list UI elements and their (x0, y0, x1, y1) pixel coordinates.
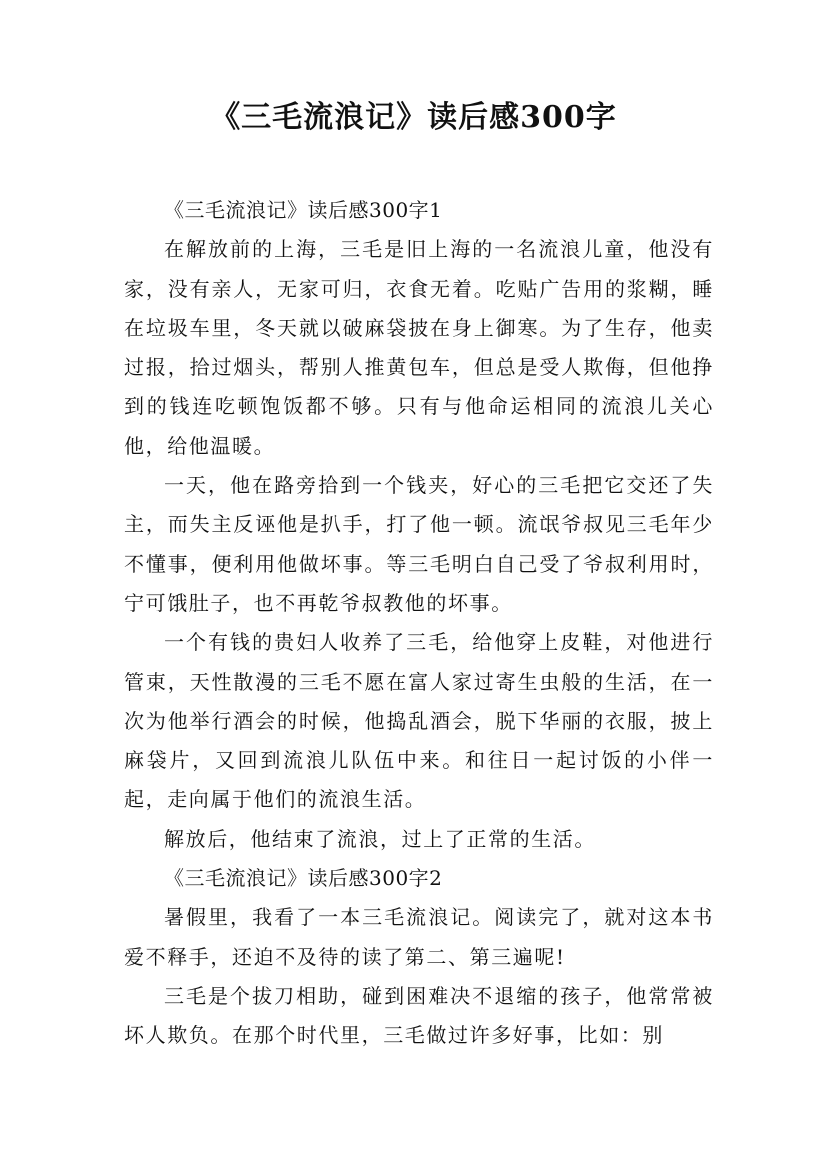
body-paragraph: 一天，他在路旁拾到一个钱夹，好心的三毛把它交还了失主，而失主反诬他是扒手，打了他一顿。流氓爷叔见三毛年少不懂事，便利用他做坏事。等三毛明白自己受了爷叔利用时，宁可饿肚子，也不再乾爷叔教他的坏事。 (124, 473, 714, 615)
body-paragraph: 解放后，他结束了流浪，过上了正常的生活。 (164, 826, 596, 851)
body-paragraph: 在解放前的上海，三毛是旧上海的一名流浪儿童，他没有家，没有亲人，无家可归，衣食无着。吃贴广告用的浆糊，睡在垃圾车里，冬天就以破麻袋披在身上御寒。为了生存，他卖过报，拾过烟头，帮别人推黄包车，但总是受人欺侮，但他挣到的钱连吃顿饱饭都不够。只有与他命运相同的流浪儿关心他，给他温暖。 (124, 237, 714, 458)
document-body (124, 191, 714, 1056)
body-paragraph: 暑假里，我看了一本三毛流浪记。阅读完了，就对这本书爱不释手，还迫不及待的读了第二、第三遍呢! (124, 905, 714, 969)
section-heading: 《三毛流浪记》读后感300字2 (164, 866, 443, 891)
body-paragraph: 三毛是个拔刀相助，碰到困难决不退缩的孩子，他常常被坏人欺负。在那个时代里，三毛做过许多好事，比如：别 (124, 983, 714, 1048)
section-heading: 《三毛流浪记》读后感300字1 (164, 198, 443, 222)
document-title: 《三毛流浪记》读后感300字 (210, 100, 617, 135)
body-paragraph: 一个有钱的贵妇人收养了三毛，给他穿上皮鞋，对他进行管束，天性散漫的三毛不愿在富人家过寄生虫般的生活，在一次为他举行酒会的时候，他捣乱酒会，脱下华丽的衣服，披上麻袋片，又回到流浪儿队伍中来。和往日一起讨饭的小伴一起，走向属于他们的流浪生活。 (124, 630, 714, 812)
